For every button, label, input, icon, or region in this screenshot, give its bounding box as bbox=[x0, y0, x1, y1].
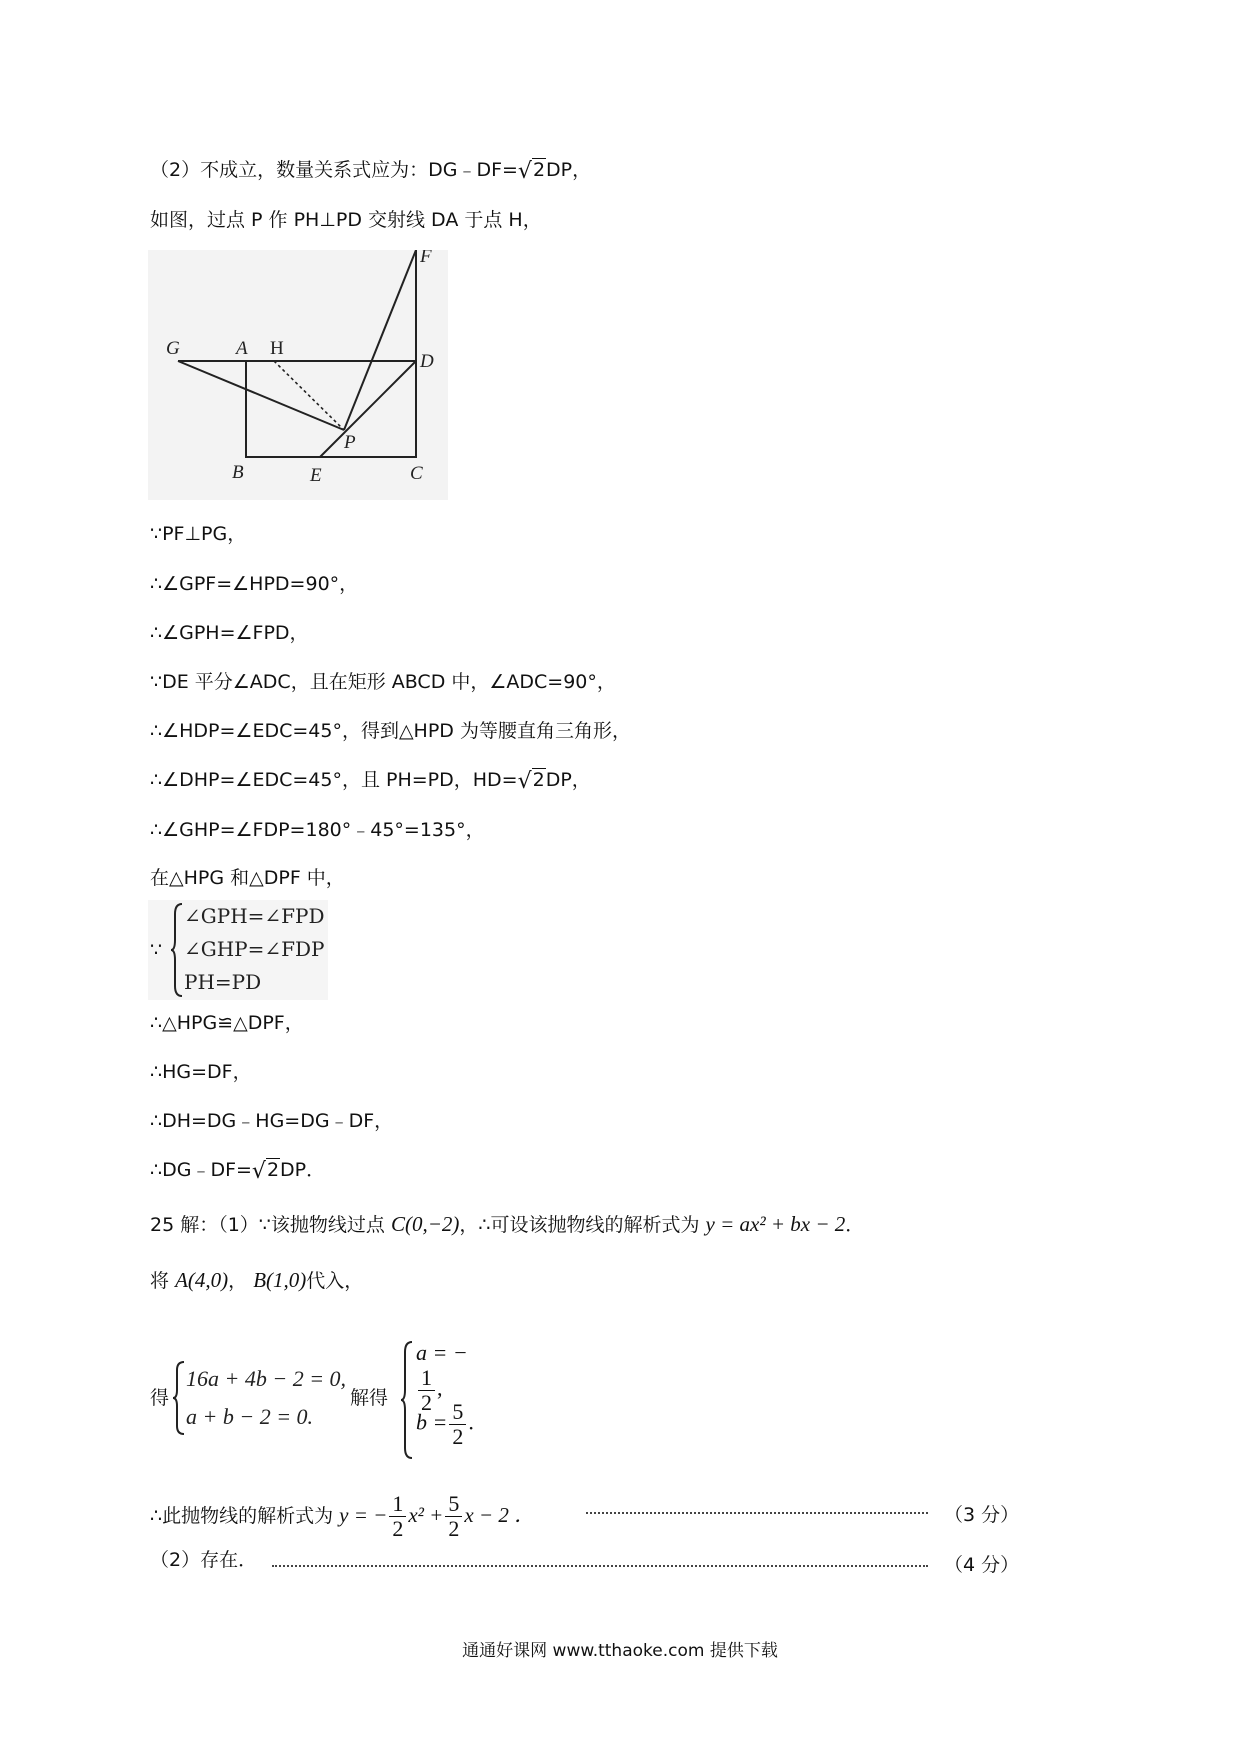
label-B: B bbox=[232, 462, 244, 483]
condition-3: PH=PD bbox=[184, 970, 262, 994]
label-H: H bbox=[270, 338, 284, 359]
sqrt-symbol: √2 bbox=[517, 159, 546, 184]
equation: y = ax² + bx − 2 bbox=[705, 1212, 846, 1236]
score-3: （3 分） bbox=[944, 1504, 1020, 1526]
label-C: C bbox=[410, 463, 423, 484]
congruence-system bbox=[148, 900, 328, 1000]
proof-line: ∴△HPG≌△DPF， bbox=[150, 1012, 304, 1034]
proof-line: ∴DG﹣DF=√2DP． bbox=[150, 1159, 326, 1184]
text: DP， bbox=[546, 159, 592, 181]
proof-line: ∴DH=DG﹣HG=DG﹣DF， bbox=[150, 1110, 394, 1132]
equation-system: 得 16a + 4b − 2 = 0, a + b − 2 = 0. 解得 a = − $\frac{1}{2}$ , b = $\frac{5}{2}$ . bbox=[148, 1350, 488, 1460]
geometry-figure bbox=[148, 250, 448, 500]
score-4: （4 分） bbox=[944, 1554, 1020, 1576]
left-brace bbox=[170, 902, 184, 998]
left-brace bbox=[400, 1340, 414, 1460]
construction-line: 如图，过点 P 作 PH⊥PD 交射线 DA 于点 H， bbox=[150, 209, 542, 231]
point-B: B(1,0) bbox=[253, 1268, 307, 1292]
dotted-leader bbox=[272, 1565, 928, 1567]
proof-line: ∴HG=DF， bbox=[150, 1061, 252, 1083]
footer-watermark: 通通好课网 www.tthaoke.com 提供下载 bbox=[462, 1641, 778, 1661]
point-C: C(0,−2) bbox=[390, 1212, 460, 1236]
label-F: F bbox=[420, 250, 432, 267]
proof-line: ∴∠DHP=∠EDC=45°，且 PH=PD，HD=√2DP， bbox=[150, 769, 591, 794]
proof-line: ∵PF⊥PG， bbox=[150, 523, 247, 545]
equation-2: a + b − 2 = 0. bbox=[186, 1404, 314, 1429]
part-2-line: （2）存在． bbox=[150, 1549, 258, 1571]
label-E: E bbox=[310, 465, 322, 486]
sqrt-symbol: √2 bbox=[517, 769, 545, 794]
condition-1: ∠GPH=∠FPD bbox=[184, 904, 325, 928]
proof-line: ∴∠GHP=∠FDP=180°﹣45°=135°， bbox=[150, 819, 485, 841]
label-P: P bbox=[344, 432, 356, 453]
substitute-line: 将 A(4,0)， B(1,0)代入， bbox=[150, 1268, 364, 1292]
answer-line: ∴此抛物线的解析式为 y = − $\frac{1}{2}$ x² + $\frac{5}{2}$ x − 2 ． bbox=[150, 1491, 536, 1541]
dotted-leader bbox=[586, 1512, 928, 1514]
proof-line: ∴∠GPF=∠HPD=90°， bbox=[150, 573, 359, 595]
left-brace bbox=[172, 1360, 186, 1436]
statement-line bbox=[150, 158, 591, 182]
proof-line: ∴∠GPH=∠FPD， bbox=[150, 622, 309, 644]
label-A: A bbox=[236, 338, 248, 359]
proof-line: ∵DE 平分∠ADC，且在矩形 ABCD 中，∠ADC=90°， bbox=[150, 671, 616, 693]
sqrt-symbol: √2 bbox=[251, 1159, 280, 1184]
proof-line: ∴∠HDP=∠EDC=45°，得到△HPD 为等腰直角三角形， bbox=[150, 720, 631, 742]
solution-b: b = $\frac{5}{2}$ . bbox=[416, 1399, 474, 1449]
equation-1: 16a + 4b − 2 = 0, bbox=[186, 1366, 347, 1391]
solution-a: a = − $\frac{1}{2}$ , bbox=[416, 1340, 468, 1415]
text: （2）不成立，数量关系式应为：DG﹣DF= bbox=[150, 159, 518, 181]
because-symbol: ∵ bbox=[150, 939, 163, 961]
condition-2: ∠GHP=∠FDP bbox=[184, 937, 325, 961]
label-G: G bbox=[166, 338, 180, 359]
q25-line: 25 解：（1）∵该抛物线过点 C(0,−2)，∴可设该抛物线的解析式为 y = ax² + bx − 2． bbox=[150, 1212, 865, 1236]
proof-line: 在△HPG 和△DPF 中， bbox=[150, 867, 345, 889]
label-D: D bbox=[420, 351, 434, 372]
point-A: A(4,0) bbox=[175, 1268, 229, 1292]
